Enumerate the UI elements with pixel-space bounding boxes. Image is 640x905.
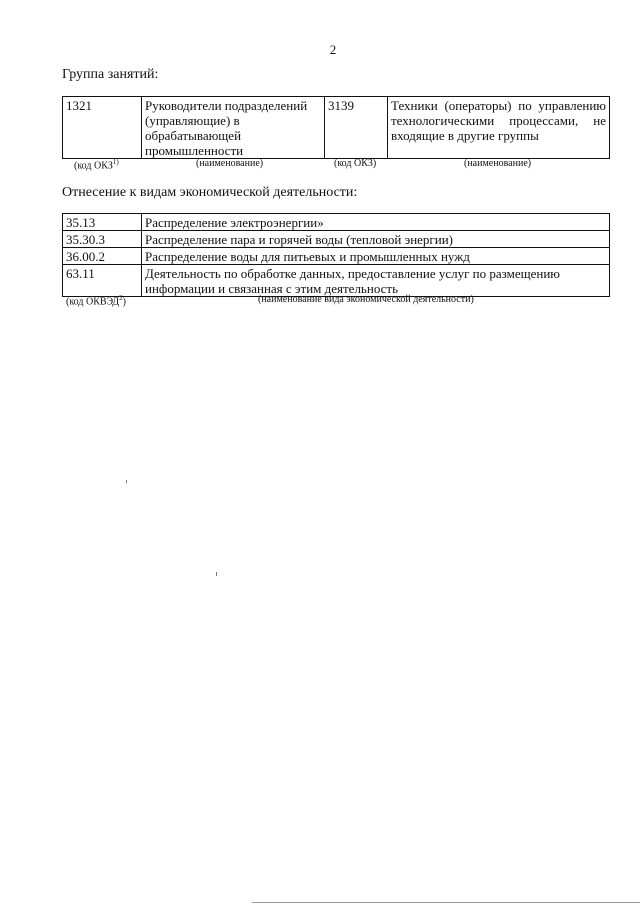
okz-code-cell: 1321 bbox=[63, 97, 142, 159]
activity-name-cell: Распределение пара и горячей воды (тепловой энергии) bbox=[142, 231, 610, 248]
okz-code-caption: (код ОКЗ$^{1)}$ bbox=[74, 158, 119, 172]
table-row bbox=[63, 214, 610, 231]
occupation-name-cell: Руководители подразделений (управляющие) в обрабатывающей промышленности bbox=[142, 97, 325, 159]
occupation-table bbox=[62, 96, 610, 159]
okved-code-caption: (код ОКВЭД$^2$) bbox=[66, 294, 126, 308]
economic-activity-title: Отнесение к видам экономической деятельности: bbox=[62, 185, 358, 200]
table-row bbox=[63, 231, 610, 248]
table-row bbox=[63, 265, 610, 297]
okved-code-cell: 35.30.3 bbox=[63, 231, 142, 248]
activity-name-cell: Распределение воды для питьевых и промышленных нужд bbox=[142, 248, 610, 265]
okz-code-cell: 3139 bbox=[325, 97, 388, 159]
scan-speck bbox=[126, 480, 127, 483]
scan-edge-line bbox=[252, 902, 640, 903]
name-caption: (наименование) bbox=[464, 158, 532, 169]
okved-code-cell: 63.11 bbox=[63, 265, 142, 297]
activity-name-cell: Деятельность по обработке данных, предоставление услуг по размещению информации и связанная с этим деятельность bbox=[142, 265, 610, 297]
table-row bbox=[63, 248, 610, 265]
okved-code-cell: 35.13 bbox=[63, 214, 142, 231]
name-caption: (наименование) bbox=[196, 158, 264, 169]
page-number: 2 bbox=[329, 42, 337, 57]
okz-code-caption: (код ОКЗ) bbox=[334, 158, 377, 169]
economic-activity-table bbox=[62, 213, 610, 297]
activity-name-caption: (наименование вида экономической деятельности) bbox=[258, 294, 474, 305]
table-row bbox=[63, 97, 610, 159]
occupation-name-cell: Техники (операторы) по управлению технологическими процессами, не входящие в другие группы bbox=[388, 97, 610, 159]
occupation-group-title: Группа занятий: bbox=[62, 67, 159, 82]
scan-speck bbox=[216, 572, 217, 576]
okved-code-cell: 36.00.2 bbox=[63, 248, 142, 265]
activity-name-cell: Распределение электроэнергии» bbox=[142, 214, 610, 231]
